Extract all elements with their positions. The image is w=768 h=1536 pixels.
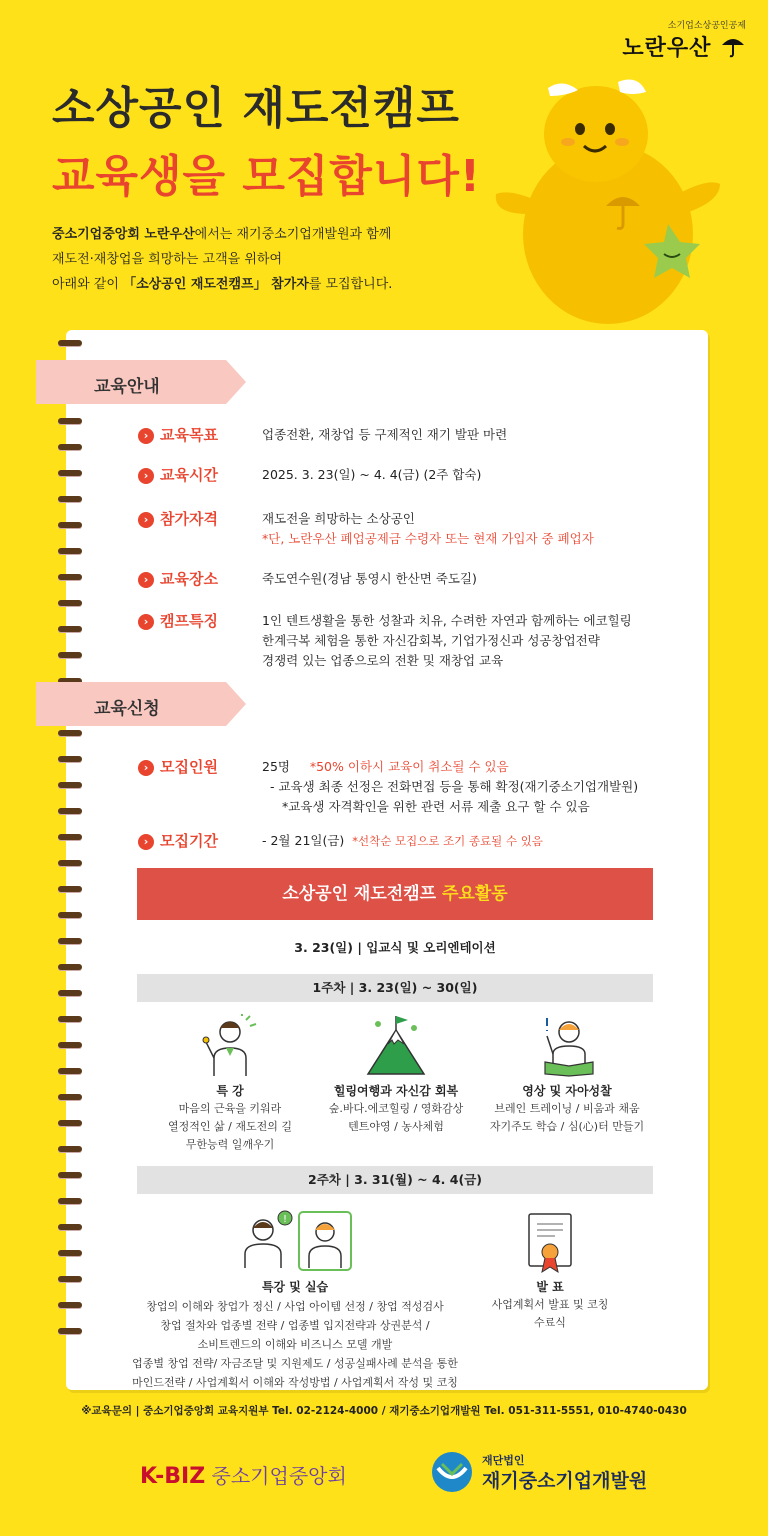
mascot-illustration (488, 74, 728, 324)
rebiz-logo: 재단법인 재기중소기업개발원 (430, 1450, 474, 1498)
page-title: 소상공인 재도전캠프 (52, 83, 460, 134)
svg-text:!: ! (282, 1214, 288, 1225)
activities-banner: 소상공인 재도전캠프 주요활동 (137, 868, 653, 920)
activity-title: 특강 및 실습 (261, 1280, 329, 1294)
info-value: 2025. 3. 23(일) ~ 4. 4(금) (2주 합숙) (262, 467, 482, 482)
week2-bar: 2주차 | 3. 31(월) ~ 4. 4(금) (137, 1166, 653, 1194)
apply-value: - 2월 21일(금) *선착순 모집으로 조기 종료될 수 있음 (262, 833, 543, 848)
info-value: 업종전환, 재창업 등 구제적인 재기 발판 마련 (262, 427, 508, 442)
intro-text: 중소기업중앙회 노란우산에서는 재기중소기업개발원과 함께 재도전·재창업을 희망하는 고객을 위하여 아래와 같이 「소상공인 재도전캠프」 참가자를 모집합니다. (52, 227, 393, 292)
info-label: › 교육목표 (138, 424, 218, 445)
section-tab-application: 교육신청 (36, 682, 226, 726)
chevron-right-icon: › (138, 512, 154, 528)
chevron-right-icon: › (138, 614, 154, 630)
info-value: 재도전을 희망하는 소상공인 *단, 노란우산 폐업공제금 수령자 또는 현재 가입자 중 폐업자 (262, 509, 594, 549)
chevron-right-icon: › (138, 760, 154, 776)
student-book-icon (535, 1014, 599, 1078)
mountain-flag-icon (364, 1014, 428, 1078)
info-value: 1인 텐트생활을 통한 성찰과 치유, 수려한 자연과 함께하는 에코힐링 한계극복 체험을 통한 자신감회복, 기업가정신과 성공창업전략 경쟁력 있는 업종으로의 전환 및 재창업 교육 (262, 613, 632, 668)
activity-practice: ! 특강 및 실습 창업의 이해와 창업가 정신 / 사업 아이템 선정 / 창업 적성검사 창업 절차와 업종별 전략 / 업종별 입지전략과 상권분석 / 소비트렌드의 이해와 비즈니스 모델 개발 업종별 창업 전략/ 자금조달 및 지원제도 / 성공실패사례 분석을 통한 마인드전략 / 사업계획서 이해와 작성방법 / 사업계획서 작성 및 코칭 (100, 1208, 490, 1392)
info-label: › 캠프특징 (138, 610, 218, 631)
activity-healing: 힐링여행과 자신감 회복 숲.바다.에코힐링 / 영화감상 텐트야영 / 농사체험 (316, 1014, 476, 1136)
eligibility-note: *단, 노란우산 폐업공제금 수령자 또는 현재 가입자 중 폐업자 (262, 531, 594, 546)
activity-title: 영상 및 자아성찰 (522, 1084, 612, 1098)
certificate-icon (525, 1212, 575, 1274)
info-label: › 교육시간 (138, 464, 218, 485)
apply-label: › 모집인원 (138, 756, 218, 777)
chevron-right-icon: › (138, 572, 154, 588)
activity-title: 발 표 (536, 1280, 564, 1294)
cheering-person-icon (200, 1014, 260, 1078)
spiral-binding (58, 340, 88, 1354)
chevron-right-icon: › (138, 834, 154, 850)
contact-note: ※교육문의 | 중소기업중앙회 교육지원부 Tel. 02-2124-4000 / 재기중소기업개발원 Tel. 051-311-5551, 010-4740-0430 (81, 1405, 687, 1417)
umbrella-icon (720, 33, 746, 59)
week1-bar: 1주차 | 3. 23(일) ~ 30(일) (137, 974, 653, 1002)
activity-lecture: 특 강 마음의 근육을 키워라 열정적인 삶 / 재도전의 길 무한능력 일깨우기 (150, 1014, 310, 1154)
activity-presentation: 발 표 사업계획서 발표 및 코칭 수료식 (470, 1212, 630, 1332)
apply-value: 25명 *50% 이하시 교육이 취소될 수 있음 - 교육생 최종 선정은 전화면접 등을 통해 확정(재기중소기업개발원) *교육생 자격확인을 위한 관련 서류 제출 요구 할 수 있음 (262, 759, 639, 814)
day1-schedule: 3. 23(일) | 입교식 및 오리엔테이션 (294, 940, 496, 955)
logo-subtitle: 소기업소상공인공제 (667, 21, 746, 31)
mentoring-icon (235, 1208, 355, 1274)
page-subtitle: 교육생을 모집합니다! (52, 151, 481, 202)
activity-title: 특 강 (216, 1084, 244, 1098)
section-tab-education-info: 교육안내 (36, 360, 226, 404)
info-label: › 참가자격 (138, 508, 218, 529)
apply-label: › 모집기간 (138, 830, 218, 851)
rebiz-emblem-icon (430, 1450, 474, 1494)
kbiz-logo: K-BIZ 중소기업중앙회 (140, 1464, 347, 1489)
period-note: *선착순 모집으로 조기 종료될 수 있음 (352, 834, 543, 848)
chevron-right-icon: › (138, 428, 154, 444)
info-value: 죽도연수원(경남 통영시 한산면 죽도길) (262, 571, 477, 586)
info-label: › 교육장소 (138, 568, 218, 589)
noran-usan-logo (622, 18, 746, 62)
chevron-right-icon: › (138, 468, 154, 484)
activity-title: 힐링여행과 자신감 회복 (333, 1084, 459, 1098)
count-note: *50% 이하시 교육이 취소될 수 있음 (309, 759, 509, 774)
logo-title: 노란우산 (622, 31, 746, 62)
activity-reflection: 영상 및 자아성찰 브레인 트레이닝 / 비움과 채움 자기주도 학습 / 심(心)터 만들기 (482, 1014, 652, 1136)
